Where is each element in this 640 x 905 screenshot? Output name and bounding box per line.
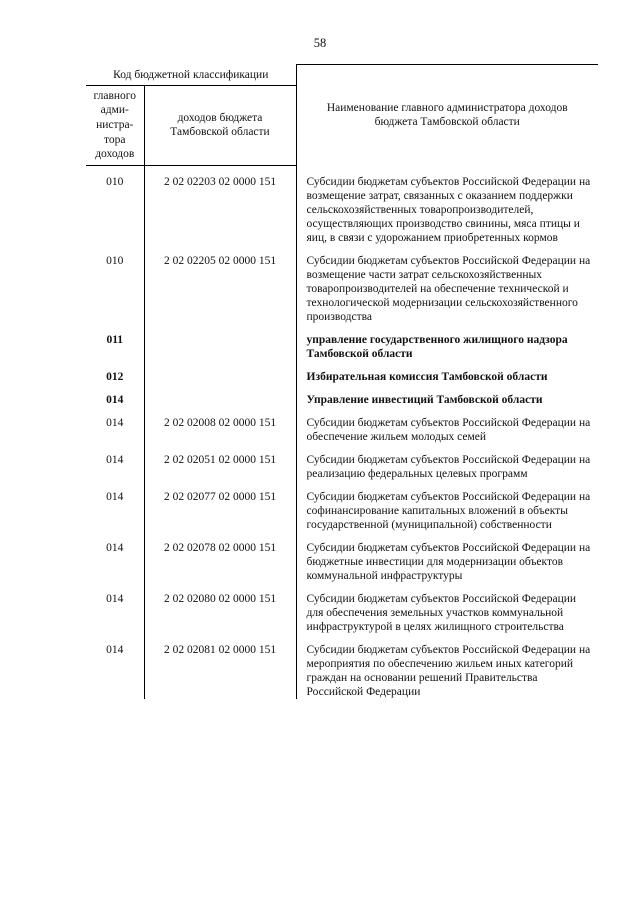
name-cell: Управление инвестиций Тамбовской области [306,393,543,406]
page-number: 58 [313,36,327,50]
admin-code-cell: 014 [86,583,144,634]
name-cell: Субсидии бюджетам субъектов Российской Федерации на мероприятия по обеспечению жильем иных категорий граждан на основании решений Правительства Российской Федерации [306,644,591,699]
table-row [86,444,598,481]
admin-code-cell: 014 [86,407,144,444]
name-cell: Избирательная комиссия Тамбовской области [306,370,548,383]
header-revenue-code: доходов бюджета Тамбовской области [144,85,296,166]
revenue-code-cell: 2 02 02051 02 0000 151 [144,444,296,481]
revenue-code-cell: 2 02 02203 02 0000 151 [144,166,296,245]
table-row [86,245,598,324]
header-administrator-name: Наименование главного администратора доходов бюджета Тамбовской области [296,65,598,166]
table-row [86,324,598,361]
revenue-code-cell: 2 02 02080 02 0000 151 [144,583,296,634]
revenue-code-cell: 2 02 02077 02 0000 151 [144,481,296,532]
table-row [86,361,598,384]
admin-code-cell: 014 [86,481,144,532]
admin-code-cell: 014 [86,384,144,407]
admin-code-cell: 014 [86,444,144,481]
admin-code-cell: 014 [86,532,144,583]
table-row [86,583,598,634]
admin-code-cell: 014 [86,634,144,699]
name-cell: Субсидии бюджетам субъектов Российской Федерации на обеспечение жильем молодых семей [306,416,591,443]
revenue-code-cell [144,361,296,384]
admin-code-cell: 010 [86,166,144,245]
admin-code-cell: 010 [86,245,144,324]
table-row [86,166,598,245]
name-cell: Субсидии бюджетам субъектов Российской Федерации на софинансирование капитальных вложений в объекты государственной (муниципальной) собственности [306,490,591,531]
name-cell: управление государственного жилищного надзора Тамбовской области [306,333,568,360]
budget-classification-table [86,64,598,699]
name-cell: Субсидии бюджетам субъектов Российской Федерации на возмещение части затрат сельскохозяйственных товаропроизводителей на обеспечение технической и технологической модернизации сельскохозяйственного производства [306,254,591,323]
name-cell: Субсидии бюджетам субъектов Российской Федерации на возмещение затрат, связанных с оказанием поддержки сельскохозяйственных товаропроизводителей, осуществляющих производство свинины, мяса птицы и яиц, в связи с удорожанием приобретенных кормов [306,175,591,244]
header-classification-code: Код бюджетной классификации [86,65,296,86]
header-administrator-code: главного адми-нистра-тора доходов [86,85,144,166]
revenue-code-cell: 2 02 02081 02 0000 151 [144,634,296,699]
revenue-code-cell: 2 02 02205 02 0000 151 [144,245,296,324]
table-row [86,481,598,532]
revenue-code-cell: 2 02 02078 02 0000 151 [144,532,296,583]
admin-code-cell: 011 [86,324,144,361]
table-row [86,384,598,407]
admin-code-cell: 012 [86,361,144,384]
revenue-code-cell: 2 02 02008 02 0000 151 [144,407,296,444]
name-cell: Субсидии бюджетам субъектов Российской Федерации на реализацию федеральных целевых программ [306,453,591,480]
table-row [86,634,598,699]
revenue-code-cell [144,324,296,361]
table-row [86,407,598,444]
table-row [86,532,598,583]
name-cell: Субсидии бюджетам субъектов Российской Федерации для обеспечения земельных участков коммунальной инфраструктурой в целях жилищного строительства [306,592,577,634]
revenue-code-cell [144,384,296,407]
name-cell: Субсидии бюджетам субъектов Российской Федерации на бюджетные инвестиции для модернизации объектов коммунальной инфраструктуры [306,541,591,582]
